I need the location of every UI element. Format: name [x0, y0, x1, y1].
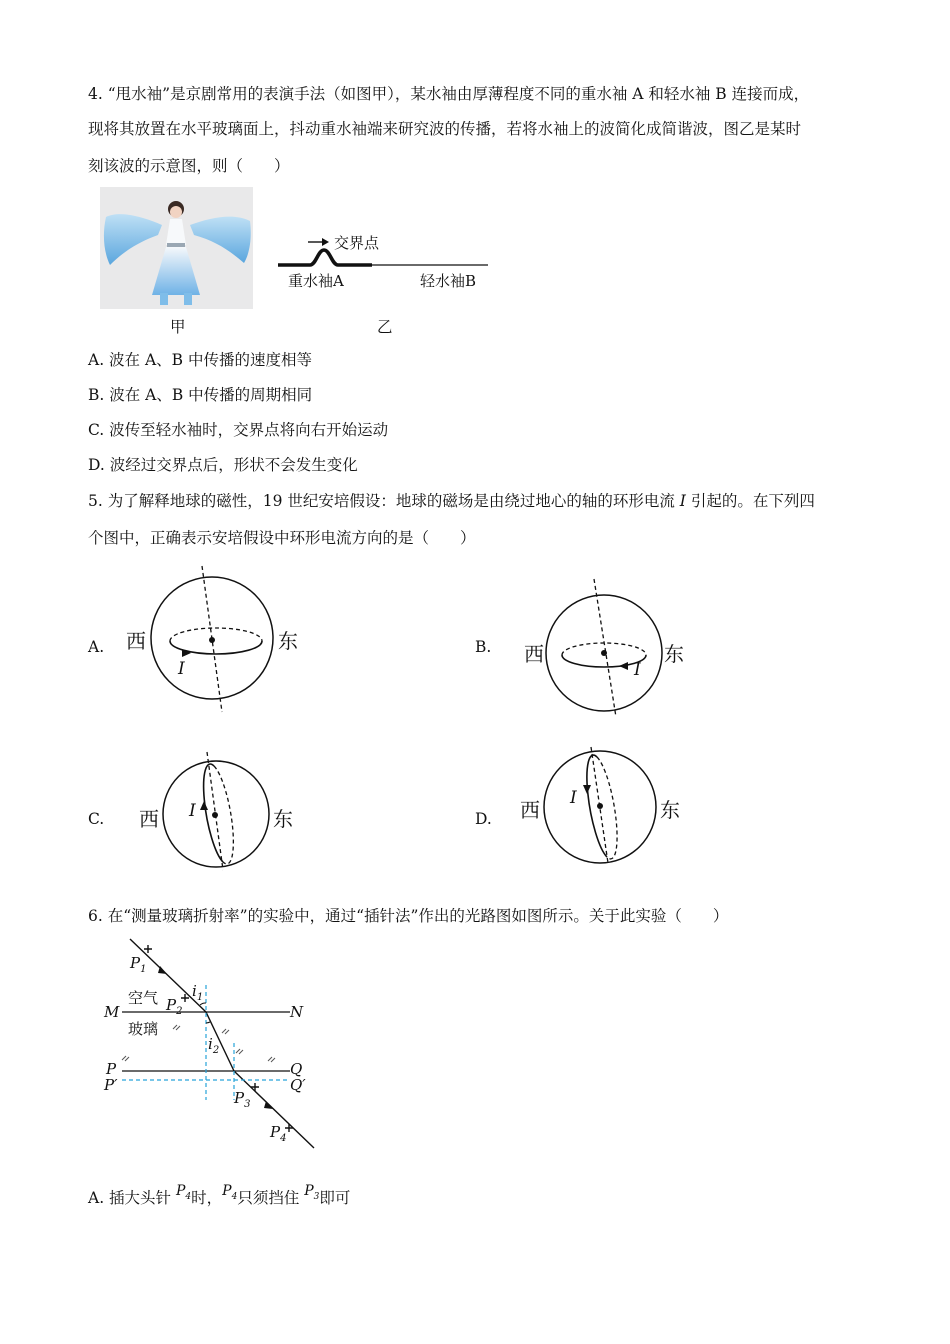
p-label: P	[106, 1060, 117, 1078]
current-label: I	[178, 659, 185, 679]
glass-label: 玻璃	[128, 1020, 159, 1038]
q5-option-d-label[interactable]: D.	[475, 810, 492, 828]
current-arrow-icon	[583, 785, 591, 794]
pin-p3-symbol: $P_3$	[304, 1183, 320, 1202]
q6-option-a-part4: 即可	[319, 1189, 351, 1207]
i1-label: $i_1$	[192, 982, 204, 1003]
q5-option-b-label[interactable]: B.	[475, 638, 492, 656]
junction-label: 交界点	[334, 234, 380, 252]
p2-label: $P_2$	[166, 996, 183, 1017]
q4-stem-line3: 刻该波的示意图，则（ ）	[88, 157, 290, 175]
pin-p4-symbol: $P_4$	[222, 1183, 238, 1202]
east-label: 东	[273, 807, 293, 831]
q4-option-c[interactable]: C. 波传至轻水袖时，交界点将向右开始运动	[88, 421, 389, 439]
figure-jia-caption: 甲	[170, 318, 186, 336]
east-label: 东	[660, 798, 680, 822]
refraction-diagram	[100, 935, 340, 1155]
west-label: 西	[126, 629, 146, 653]
q4-option-a[interactable]: A. 波在 A、B 中传播的速度相等	[88, 351, 312, 369]
east-label: 东	[664, 642, 684, 666]
q6-stem-line1: 6. 在“测量玻璃折射率”的实验中，通过“插针法”作出的光路图如图所示。关于此实验（ ）	[88, 907, 729, 925]
q4-stem-line1: 4. “甩水袖”是京剧常用的表演手法（如图甲），某水袖由厚薄程度不同的重水袖 A 和轻水袖 B 连接而成，	[88, 85, 810, 103]
ray-arrow-icon	[264, 1101, 273, 1109]
dancer-illustration	[100, 187, 253, 309]
current-label: I	[570, 788, 577, 808]
figure-yi-caption: 乙	[377, 318, 393, 336]
q6-option-a-part2: 时，	[191, 1189, 223, 1207]
q6-option-a[interactable]	[88, 1183, 351, 1215]
east-label: 东	[278, 629, 298, 653]
q5-stem-line1-b: 引起的。在下列四	[685, 492, 815, 510]
current-arrow-icon	[619, 662, 628, 670]
wave-diagram	[270, 228, 500, 298]
q6-option-a-part1: A. 插大头针	[88, 1189, 176, 1207]
light-sleeve-label: 轻水袖B	[420, 272, 477, 290]
pin-p3-icon	[251, 1083, 259, 1091]
heavy-sleeve-label: 重水袖A	[288, 272, 344, 290]
junction-arrow-head	[322, 238, 329, 246]
q4-option-d[interactable]: D. 波经过交界点后，形状不会发生变化	[88, 456, 358, 474]
q5-option-a-label[interactable]: A.	[88, 638, 105, 656]
p4-label: $P_4$	[270, 1123, 287, 1144]
pin-p1-icon	[144, 945, 152, 953]
q5-stem-line2: 个图中，正确表示安培假设中环形电流方向的是（ ）	[88, 529, 476, 547]
q-prime-label: Q′	[290, 1076, 306, 1094]
p3-label: $P_3$	[234, 1089, 251, 1110]
heavy-sleeve-line	[278, 250, 372, 265]
current-label: I	[634, 660, 641, 680]
current-arrow-icon	[200, 801, 208, 810]
west-label: 西	[524, 642, 544, 666]
current-label: I	[189, 801, 196, 821]
globe-option-a[interactable]	[120, 562, 320, 714]
n-label: N	[290, 1003, 304, 1021]
p1-label: $P_1$	[130, 954, 147, 975]
globe-option-b[interactable]	[520, 575, 720, 720]
globe-option-d[interactable]	[520, 745, 695, 865]
west-label: 西	[139, 807, 159, 831]
dancer-photo	[100, 187, 253, 309]
i2-label: $i_2$	[208, 1035, 220, 1056]
q-label: Q	[290, 1060, 303, 1078]
west-label: 西	[520, 798, 540, 822]
q5-option-c-label[interactable]: C.	[88, 810, 105, 828]
q4-stem-line2: 现将其放置在水平玻璃面上，抖动重水袖端来研究波的传播，若将水袖上的波简化成简谐波，图乙是某时	[88, 120, 802, 138]
air-label: 空气	[128, 989, 159, 1007]
q5-stem-current-symbol: I	[679, 492, 686, 510]
pin-p4-symbol: $P_4$	[175, 1183, 192, 1202]
q4-option-b[interactable]: B. 波在 A、B 中传播的周期相同	[88, 386, 313, 404]
q6-option-a-part3: 只须挡住	[237, 1189, 305, 1207]
m-label: M	[104, 1003, 120, 1021]
q5-stem-line1-a: 5. 为了解释地球的磁性，19 世纪安培假设：地球的磁场是由绕过地心的轴的环形电流	[88, 492, 680, 510]
globe-option-c[interactable]	[135, 750, 305, 870]
p-prime-label: P′	[104, 1076, 118, 1094]
q5-stem-line1	[88, 491, 815, 511]
pin-p4-icon	[285, 1124, 293, 1132]
